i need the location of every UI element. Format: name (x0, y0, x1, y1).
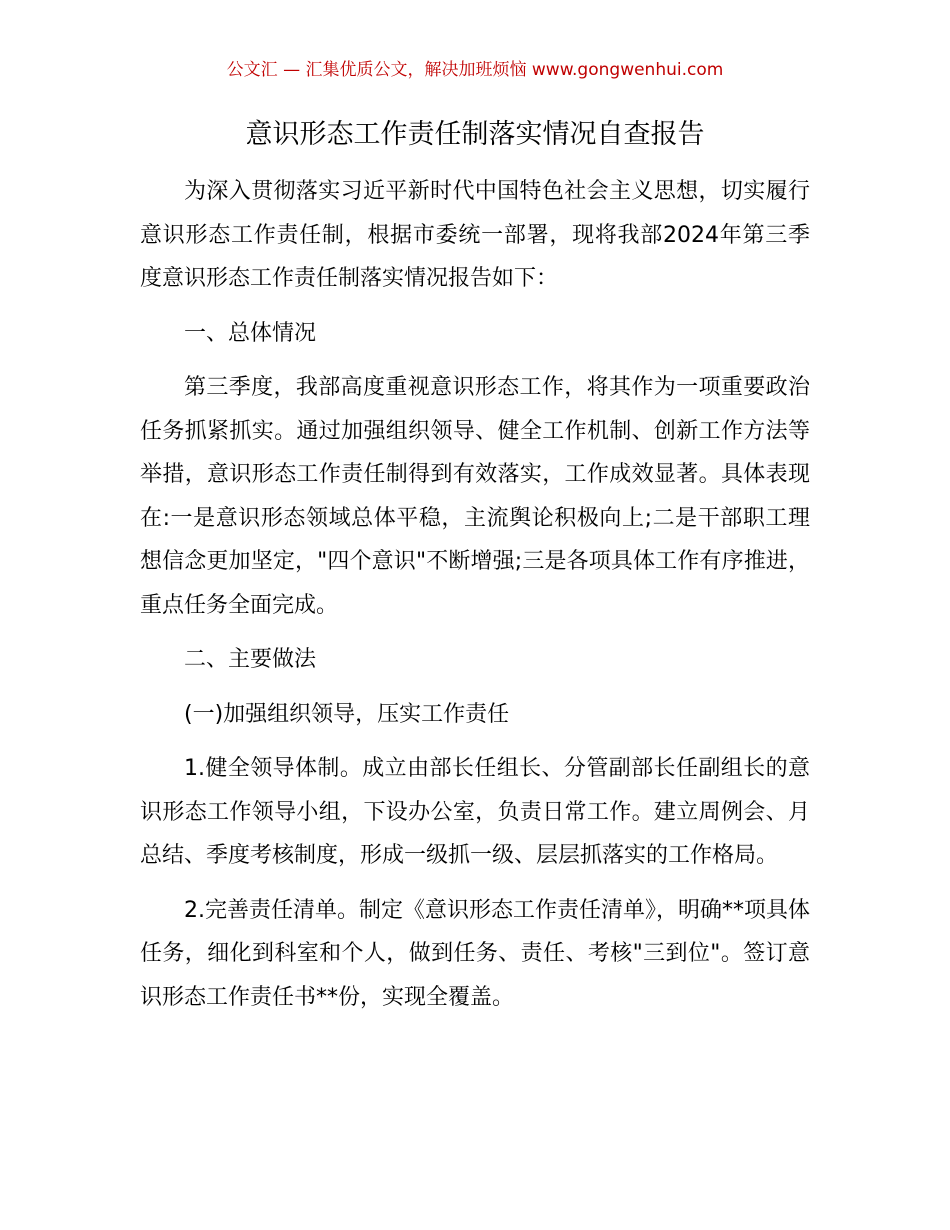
intro-paragraph: 为深入贯彻落实习近平新时代中国特色社会主义思想，切实履行意识形态工作责任制，根据市委统一部署，现将我部2024年第三季度意识形态工作责任制落实情况报告如下： (140, 179, 810, 291)
item-paragraph-leadership-system: 1.健全领导体制。成立由部长任组长、分管副部长任副组长的意识形态工作领导小组，下设办公室，负责日常工作。建立周例会、月总结、季度考核制度，形成一级抓一级、层层抓落实的工作格局。 (140, 756, 810, 868)
section-heading-overall: 一、总体情况 (184, 320, 317, 346)
document-body (140, 170, 810, 1030)
section-heading-practices: 二、主要做法 (184, 647, 317, 672)
overall-paragraph: 第三季度，我部高度重视意识形态工作，将其作为一项重要政治任务抓紧抓实。通过加强组织领导、健全工作机制、创新工作方法等举措，意识形态工作责任制得到有效落实，工作成效显著。具体表现在:一是意识形态领域总体平稳，主流舆论积极向上;二是干部职工理想信念更加坚定，"四个意识"不断增强;三是各项具体工作有序推进，重点任务全面完成。 (140, 375, 810, 618)
subsection-heading-leadership: (一)加强组织领导，压实工作责任 (184, 701, 510, 727)
document-title: 意识形态工作责任制落实情况自查报告 (245, 119, 705, 150)
item-paragraph-responsibility-list: 2.完善责任清单。制定《意识形态工作责任清单》，明确**项具体任务，细化到科室和个人，做到任务、责任、考核"三到位"。签订意识形态工作责任书**份，实现全覆盖。 (140, 897, 810, 1010)
site-header-banner: 公文汇 — 汇集优质公文，解决加班烦恼 www.gongwenhui.com (226, 60, 724, 80)
